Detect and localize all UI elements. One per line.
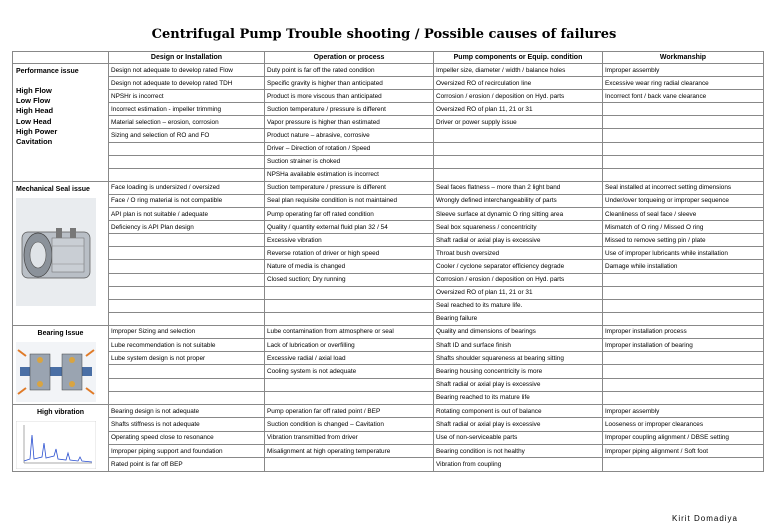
design-cell: Design not adequate to develop rated Flow xyxy=(109,64,265,77)
design-cell xyxy=(109,260,265,273)
operation-cell xyxy=(265,391,434,404)
components-cell: Throat bush oversized xyxy=(434,247,603,260)
design-cell: Lube system design is not proper xyxy=(109,352,265,365)
design-cell: Design not adequate to develop rated TDH xyxy=(109,77,265,90)
operation-cell: Specific gravity is higher than anticipated xyxy=(265,77,434,90)
operation-cell: Suction temperature / pressure is different xyxy=(265,181,434,194)
table-row xyxy=(13,208,764,221)
operation-cell: Lube contamination from atmosphere or seal xyxy=(265,325,434,338)
table-row xyxy=(13,312,764,325)
workmanship-cell: Improper installation process xyxy=(603,325,764,338)
components-cell: Shaft radial or axial play is excessive xyxy=(434,418,603,431)
design-cell: Improper Sizing and selection xyxy=(109,325,265,338)
header-blank xyxy=(13,52,109,64)
table-row xyxy=(13,142,764,155)
author-credit: Kirit Domadiya xyxy=(671,514,738,523)
operation-cell: NPSHa available estimation is incorrect xyxy=(265,168,434,181)
components-cell: Quality and dimensions of bearings xyxy=(434,325,603,338)
workmanship-cell xyxy=(603,286,764,299)
table-row xyxy=(13,194,764,207)
design-cell: Incorrect estimation - impeller trimming xyxy=(109,103,265,116)
design-cell: Rated point is far off BEP xyxy=(109,458,265,471)
design-cell: NPSHr is incorrect xyxy=(109,90,265,103)
vibration-spectrum-image xyxy=(16,421,96,469)
workmanship-cell xyxy=(603,458,764,471)
operation-cell: Seal plan requisite condition is not maintained xyxy=(265,194,434,207)
components-cell: Oversized RO of plan 11, 21 or 31 xyxy=(434,286,603,299)
components-cell: Use of non-serviceable parts xyxy=(434,431,603,444)
components-cell: Corrosion / erosion / deposition on Hyd. parts xyxy=(434,90,603,103)
operation-cell: Nature of media is changed xyxy=(265,260,434,273)
design-cell: Deficiency is API Plan design xyxy=(109,221,265,234)
design-cell: Sizing and selection of RO and FO xyxy=(109,129,265,142)
operation-cell: Vibration transmitted from driver xyxy=(265,431,434,444)
workmanship-cell: Improper assembly xyxy=(603,404,764,417)
table-row xyxy=(13,129,764,142)
operation-cell: Excessive vibration xyxy=(265,234,434,247)
components-cell: Rotating component is out of balance xyxy=(434,404,603,417)
operation-cell xyxy=(265,286,434,299)
operation-cell: Suction temperature / pressure is different xyxy=(265,103,434,116)
workmanship-cell: Excessive wear ring radial clearance xyxy=(603,77,764,90)
workmanship-cell: Missed to remove setting pin / plate xyxy=(603,234,764,247)
design-cell xyxy=(109,168,265,181)
design-cell xyxy=(109,365,265,378)
table-row xyxy=(13,103,764,116)
design-cell: API plan is not suitable / adequate xyxy=(109,208,265,221)
table-row xyxy=(13,325,764,338)
components-cell: Bearing failure xyxy=(434,312,603,325)
workmanship-cell xyxy=(603,378,764,391)
workmanship-cell: Seal installed at incorrect setting dimensions xyxy=(603,181,764,194)
workmanship-cell xyxy=(603,142,764,155)
operation-cell xyxy=(265,378,434,391)
table-row xyxy=(13,286,764,299)
design-cell xyxy=(109,286,265,299)
design-cell: Material selection – erosion, corrosion xyxy=(109,116,265,129)
components-cell: Shaft radial or axial play is excessive xyxy=(434,234,603,247)
workmanship-cell xyxy=(603,391,764,404)
troubleshooting-table xyxy=(12,51,764,472)
header-components: Pump components or Equip. condition xyxy=(434,52,603,64)
section-performance xyxy=(13,64,109,182)
operation-cell: Vapor pressure is higher than estimated xyxy=(265,116,434,129)
design-cell xyxy=(109,299,265,312)
table-row xyxy=(13,90,764,103)
table-row xyxy=(13,260,764,273)
table-row xyxy=(13,445,764,458)
operation-cell xyxy=(265,299,434,312)
workmanship-cell xyxy=(603,365,764,378)
workmanship-cell: Improper installation of bearing xyxy=(603,339,764,352)
workmanship-cell xyxy=(603,116,764,129)
header-row xyxy=(13,52,764,64)
workmanship-cell: Improper assembly xyxy=(603,64,764,77)
header-workmanship: Workmanship xyxy=(603,52,764,64)
table-row xyxy=(13,155,764,168)
design-cell: Improper piping support and foundation xyxy=(109,445,265,458)
cause-label: Low Flow xyxy=(16,96,51,106)
table-row xyxy=(13,404,764,417)
cause-label: Cavitation xyxy=(16,137,53,147)
section-vibration xyxy=(13,404,109,471)
components-cell: Impeller size, diameter / width / balance holes xyxy=(434,64,603,77)
design-cell: Face loading is undersized / oversized xyxy=(109,181,265,194)
design-cell xyxy=(109,378,265,391)
components-cell: Bearing housing concentricity is more xyxy=(434,365,603,378)
components-cell: Wrongly defined interchangeability of parts xyxy=(434,194,603,207)
components-cell: Oversized RO of plan 11, 21 or 31 xyxy=(434,103,603,116)
cause-label: Low Head xyxy=(16,116,52,126)
cause-label: High Flow xyxy=(16,86,52,95)
workmanship-cell: Damage while installation xyxy=(603,260,764,273)
design-cell xyxy=(109,273,265,286)
workmanship-cell: Cleanliness of seal face / sleeve xyxy=(603,208,764,221)
operation-cell: Suction strainer is choked xyxy=(265,155,434,168)
components-cell xyxy=(434,155,603,168)
operation-cell xyxy=(265,312,434,325)
section-mechanical-seal xyxy=(13,181,109,325)
components-cell: Corrosion / erosion / deposition on Hyd. parts xyxy=(434,273,603,286)
workmanship-cell xyxy=(603,312,764,325)
table-row xyxy=(13,168,764,181)
page-title: Centrifugal Pump Trouble shooting / Possible causes of failures xyxy=(151,27,617,42)
table-row xyxy=(13,365,764,378)
table-row xyxy=(13,391,764,404)
workmanship-cell: Use of improper lubricants while installation xyxy=(603,247,764,260)
operation-cell: Product nature – abrasive, corrosive xyxy=(265,129,434,142)
components-cell: Shafts shoulder squareness at bearing sitting xyxy=(434,352,603,365)
workmanship-cell: Under/over torqueing or improper sequence xyxy=(603,194,764,207)
operation-cell xyxy=(265,458,434,471)
components-cell: Seal faces flatness – more than 2 light band xyxy=(434,181,603,194)
components-cell: Shaft radial or axial play is excessive xyxy=(434,378,603,391)
table-row xyxy=(13,418,764,431)
table-row xyxy=(13,431,764,444)
section-bearing xyxy=(13,325,109,404)
table-row xyxy=(13,299,764,312)
workmanship-cell xyxy=(603,129,764,142)
workmanship-cell xyxy=(603,103,764,116)
design-cell xyxy=(109,247,265,260)
workmanship-cell xyxy=(603,168,764,181)
components-cell: Seal box squareness / concentricity xyxy=(434,221,603,234)
header-design: Design or Installation xyxy=(109,52,265,64)
operation-cell: Quality / quantity external fluid plan 32 / 54 xyxy=(265,221,434,234)
cause-label: High Power xyxy=(16,126,58,136)
design-cell: Shafts stiffness is not adequate xyxy=(109,418,265,431)
section-title: High vibration xyxy=(36,408,85,416)
components-cell: Driver or power supply issue xyxy=(434,116,603,129)
design-cell: Operating speed close to resonance xyxy=(109,431,265,444)
cause-label: High Head xyxy=(16,106,54,116)
table-row xyxy=(13,378,764,391)
design-cell xyxy=(109,391,265,404)
workmanship-cell xyxy=(603,299,764,312)
table-row xyxy=(13,77,764,90)
components-cell xyxy=(434,168,603,181)
section-title: Mechanical Seal issue xyxy=(16,185,90,193)
operation-cell: Pump operation far off rated point / BEP xyxy=(265,404,434,417)
operation-cell: Excessive radial / axial load xyxy=(265,352,434,365)
table-row xyxy=(13,64,764,77)
section-title: Performance issue xyxy=(16,68,79,75)
components-cell: Cooler / cyclone separator efficiency degrade xyxy=(434,260,603,273)
table-row xyxy=(13,234,764,247)
components-cell: Seal reached to its mature life. xyxy=(434,299,603,312)
design-cell xyxy=(109,234,265,247)
operation-cell: Product is more viscous than anticipated xyxy=(265,90,434,103)
workmanship-cell xyxy=(603,352,764,365)
operation-cell: Driver – Direction of rotation / Speed xyxy=(265,142,434,155)
table-row xyxy=(13,273,764,286)
components-cell: Oversized RO of recirculation line xyxy=(434,77,603,90)
operation-cell: Cooling system is not adequate xyxy=(265,365,434,378)
operation-cell: Reverse rotation of driver or high speed xyxy=(265,247,434,260)
header-operation: Operation or process xyxy=(265,52,434,64)
table-row xyxy=(13,116,764,129)
operation-cell: Duty point is far off the rated condition xyxy=(265,64,434,77)
components-cell: Shaft ID and surface finish xyxy=(434,339,603,352)
operation-cell: Pump operating far off rated condition xyxy=(265,208,434,221)
operation-cell: Suction condition is changed – Cavitation xyxy=(265,418,434,431)
design-cell xyxy=(109,155,265,168)
components-cell: Bearing condition is not healthy xyxy=(434,445,603,458)
table-row xyxy=(13,247,764,260)
components-cell xyxy=(434,129,603,142)
section-title: Bearing Issue xyxy=(37,329,84,337)
design-cell: Face / O ring material is not compatible xyxy=(109,194,265,207)
table-row xyxy=(13,458,764,471)
operation-cell: Closed suction; Dry running xyxy=(265,273,434,286)
table-row xyxy=(13,181,764,194)
table-row xyxy=(13,352,764,365)
operation-cell: Misalignment at high operating temperature xyxy=(265,445,434,458)
table-row xyxy=(13,221,764,234)
design-cell: Lube recommendation is not suitable xyxy=(109,339,265,352)
bearing-housing-image xyxy=(16,342,96,402)
mechanical-seal-image xyxy=(16,198,96,306)
operation-cell: Lack of lubrication or overfilling xyxy=(265,339,434,352)
components-cell: Bearing reached to its mature life xyxy=(434,391,603,404)
components-cell: Vibration from coupling xyxy=(434,458,603,471)
workmanship-cell xyxy=(603,273,764,286)
workmanship-cell: Mismatch of O ring / Missed O ring xyxy=(603,221,764,234)
components-cell: Sleeve surface at dynamic O ring sitting area xyxy=(434,208,603,221)
workmanship-cell xyxy=(603,155,764,168)
workmanship-cell: Improper coupling alignment / DBSE setting xyxy=(603,431,764,444)
design-cell: Bearing design is not adequate xyxy=(109,404,265,417)
components-cell xyxy=(434,142,603,155)
workmanship-cell: Incorrect font / back vane clearance xyxy=(603,90,764,103)
design-cell xyxy=(109,312,265,325)
workmanship-cell: Looseness or improper clearances xyxy=(603,418,764,431)
workmanship-cell: Improper piping alignment / Soft foot xyxy=(603,445,764,458)
design-cell xyxy=(109,142,265,155)
table-row xyxy=(13,339,764,352)
